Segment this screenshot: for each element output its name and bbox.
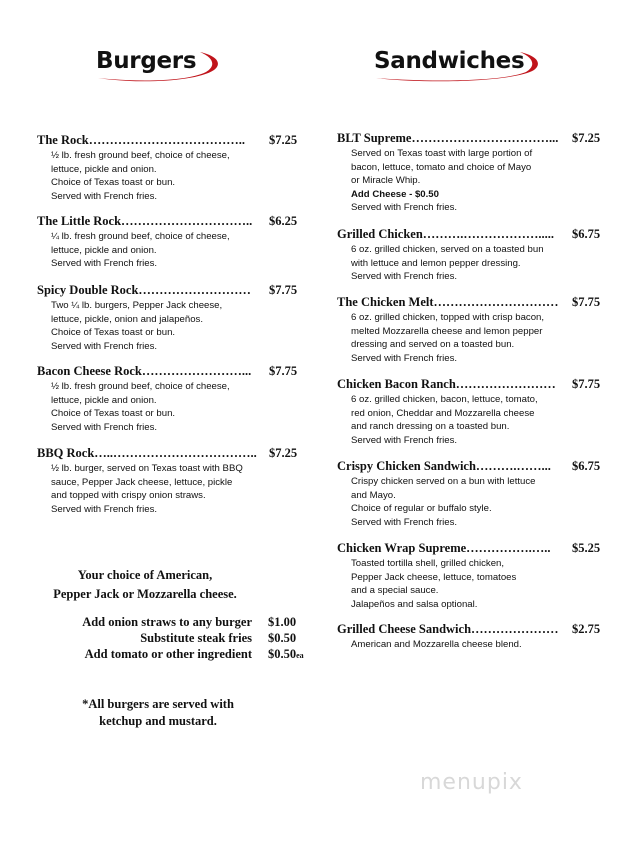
- desc-line: Crispy chicken served on a bun with lettuce: [351, 476, 536, 487]
- item-price: $6.75: [572, 227, 601, 241]
- item-price: $7.75: [269, 283, 298, 297]
- burger-extras: [40, 615, 320, 663]
- desc-line: sauce, Pepper Jack cheese, lettuce, pickle: [51, 476, 233, 488]
- menu-item-crispy-chicken-sandwich: [337, 459, 607, 529]
- extra-price-value: $0.50: [268, 631, 297, 645]
- desc-line: 6 oz. grilled chicken, topped with crisp bacon,: [351, 312, 545, 323]
- menu-item-the-little-rock: [37, 214, 307, 271]
- footnote-line: ketchup and mustard.: [99, 714, 217, 728]
- item-price: $7.25: [572, 131, 601, 145]
- desc-line: Served with French fries.: [351, 434, 458, 446]
- extra-price: [268, 631, 296, 646]
- note-line: Pepper Jack or Mozzarella cheese.: [53, 587, 237, 601]
- item-price: $7.25: [269, 446, 298, 460]
- item-price: $7.75: [572, 295, 601, 309]
- desc-line: Choice of Texas toast or bun.: [51, 177, 176, 189]
- desc-line: Choice of Texas toast or bun.: [51, 408, 176, 420]
- footnote-line: *All burgers are served with: [82, 697, 234, 711]
- extra-price-value: $1.00: [268, 615, 297, 629]
- burgers-footnote: [60, 696, 256, 730]
- desc-line: lettuce, pickle and onion.: [51, 244, 157, 256]
- desc-line: 6 oz. grilled chicken, served on a toasted bun: [351, 244, 544, 255]
- desc-line: and Mayo.: [351, 489, 396, 501]
- sandwiches-title: Sandwiches: [374, 48, 525, 74]
- desc-line: Served on Texas toast with large portion of: [351, 148, 533, 159]
- desc-line: ¼ lb. fresh ground beef, choice of cheese,: [51, 231, 230, 242]
- desc-line: Served with French fries.: [351, 202, 458, 214]
- menu-item-the-chicken-melt: [337, 295, 607, 365]
- desc-line: lettuce, pickle and onion.: [51, 163, 157, 175]
- menu-item-blt-supreme: [337, 131, 607, 215]
- burgers-title: Burgers: [96, 48, 197, 74]
- item-name: The Little Rock…………………………..: [37, 214, 253, 228]
- item-description: [351, 243, 607, 284]
- extra-price: [268, 647, 304, 662]
- desc-line: red onion, Cheddar and Mozzarella cheese: [351, 407, 535, 419]
- desc-line: Choice of Texas toast or bun.: [51, 327, 176, 339]
- desc-line: Served with French fries.: [51, 421, 158, 433]
- menu-item-grilled-cheese-sandwich: [337, 622, 607, 652]
- item-description: [351, 311, 607, 365]
- item-description: [351, 147, 607, 215]
- desc-line: with lettuce and lemon pepper dressing.: [351, 257, 521, 269]
- desc-line: ½ lb. burger, served on Texas toast with BBQ: [51, 463, 243, 474]
- desc-line: dressing and served on a toasted bun.: [351, 339, 515, 351]
- desc-line: Served with French fries.: [51, 503, 158, 515]
- item-description: [351, 475, 607, 529]
- menu-item-chicken-wrap-supreme: [337, 541, 607, 611]
- item-price: $7.75: [572, 377, 601, 391]
- desc-line: Two ¼ lb. burgers, Pepper Jack cheese,: [51, 300, 223, 311]
- item-description: [51, 299, 307, 353]
- item-description: [51, 149, 307, 203]
- extra-price-value: $0.50: [268, 647, 297, 661]
- desc-line: ½ lb. fresh ground beef, choice of cheese,: [51, 381, 230, 392]
- item-description: [51, 230, 307, 271]
- desc-line: lettuce, pickle and onion.: [51, 394, 157, 406]
- extra-price-suffix: ea: [296, 651, 304, 660]
- cheese-note: [40, 566, 250, 604]
- desc-line: melted Mozzarella cheese and lemon pepper: [351, 325, 543, 337]
- desc-line: and topped with crispy onion straws.: [51, 490, 206, 502]
- desc-line: Served with French fries.: [51, 190, 158, 202]
- menu-item-the-rock: [37, 133, 307, 203]
- menupix-watermark: menupix: [420, 770, 523, 795]
- item-price: $7.75: [269, 364, 298, 378]
- item-name: Chicken Bacon Ranch……………………: [337, 377, 556, 391]
- item-price: $6.75: [572, 459, 601, 473]
- extra-row: [40, 647, 320, 663]
- item-name: Crispy Chicken Sandwich……….……...: [337, 459, 551, 473]
- desc-line: Toasted tortilla shell, grilled chicken,: [351, 558, 505, 569]
- add-cheese-line: Add Cheese - $0.50: [351, 188, 439, 200]
- extra-label: Add tomato or other ingredient: [84, 647, 252, 661]
- desc-line: and a special sauce.: [351, 585, 439, 597]
- item-description: [351, 638, 607, 652]
- desc-line: Served with French fries.: [51, 258, 158, 270]
- extra-label: Add onion straws to any burger: [82, 615, 252, 629]
- desc-line: Choice of regular or buffalo style.: [351, 503, 492, 515]
- item-name: BLT Supreme……………………………...: [337, 131, 559, 145]
- item-price: $7.25: [269, 133, 298, 147]
- desc-line: Served with French fries.: [351, 516, 458, 528]
- desc-line: or Miracle Whip.: [351, 175, 421, 187]
- sandwiches-heading: [374, 44, 544, 84]
- menu-item-bacon-cheese-rock: [37, 364, 307, 434]
- extra-price: [268, 615, 296, 630]
- desc-line: 6 oz. grilled chicken, bacon, lettuce, tomato,: [351, 394, 538, 405]
- extra-row: [40, 631, 320, 647]
- item-name: The Rock………………………………..: [37, 133, 245, 147]
- desc-line: ½ lb. fresh ground beef, choice of cheese,: [51, 150, 230, 161]
- desc-line: Served with French fries.: [351, 271, 458, 283]
- item-description: [51, 380, 307, 434]
- desc-line: Served with French fries.: [51, 340, 158, 352]
- desc-line: American and Mozzarella cheese blend.: [351, 639, 522, 650]
- desc-line: bacon, lettuce, tomato and choice of Mayo: [351, 161, 532, 173]
- extra-row: [40, 615, 320, 631]
- item-price: $2.75: [572, 622, 601, 636]
- item-price: $6.25: [269, 214, 298, 228]
- menu-item-bbq-rock: [37, 446, 307, 516]
- menu-item-grilled-chicken: [337, 227, 607, 284]
- menu-item-spicy-double-rock: [37, 283, 307, 353]
- item-description: [351, 393, 607, 447]
- desc-line: Served with French fries.: [351, 352, 458, 364]
- menu-item-chicken-bacon-ranch: [337, 377, 607, 447]
- item-name: BBQ Rock…..……………………………..: [37, 446, 257, 460]
- note-line: Your choice of American,: [77, 568, 213, 582]
- burgers-heading: [96, 44, 226, 84]
- extra-label: Substitute steak fries: [140, 631, 252, 645]
- item-name: The Chicken Melt…………………………: [337, 295, 559, 309]
- item-price: $5.25: [572, 541, 601, 555]
- desc-line: lettuce, pickle, onion and jalapeños.: [51, 313, 204, 325]
- item-description: [351, 557, 607, 611]
- item-description: [51, 462, 307, 516]
- item-name: Grilled Cheese Sandwich…………………: [337, 622, 559, 636]
- item-name: Spicy Double Rock………………………: [37, 283, 251, 297]
- item-name: Grilled Chicken……….……………….....: [337, 227, 555, 241]
- item-name: Chicken Wrap Supreme…………….…..: [337, 541, 551, 555]
- desc-line: and ranch dressing on a toasted bun.: [351, 421, 510, 433]
- desc-line: Pepper Jack cheese, lettuce, tomatoes: [351, 571, 517, 583]
- item-name: Bacon Cheese Rock……………………...: [37, 364, 252, 378]
- desc-line: Jalapeños and salsa optional.: [351, 598, 478, 610]
